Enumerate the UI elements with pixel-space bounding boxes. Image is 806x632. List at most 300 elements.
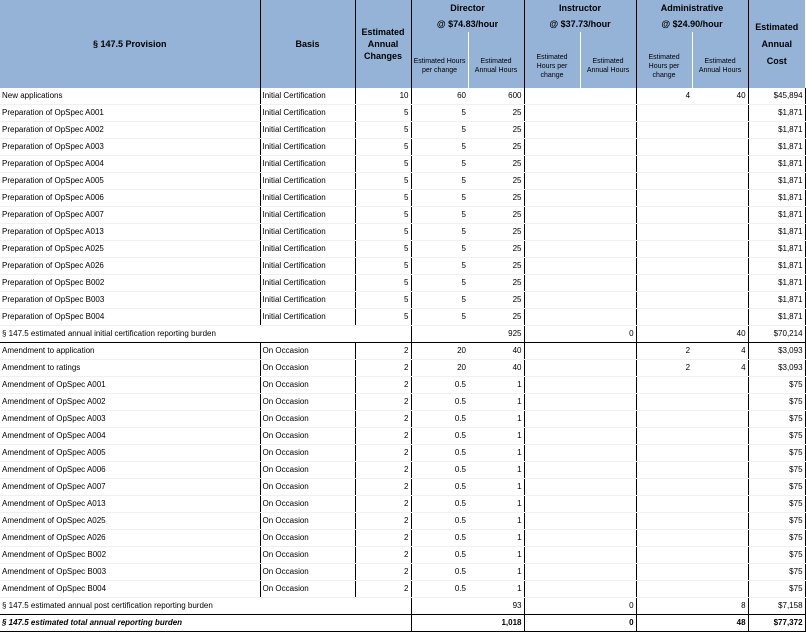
instructor-hours-per-change-cell <box>524 224 580 241</box>
director-annual-hours-cell: 93 <box>468 598 524 615</box>
administrative-hours-per-change-cell <box>636 479 692 496</box>
director-hours-per-change-cell: 5 <box>411 275 468 292</box>
administrative-hours-per-change-cell <box>636 513 692 530</box>
director-annual-hours-cell: 25 <box>468 173 524 190</box>
changes-cell: 2 <box>355 462 411 479</box>
cost-cell: $1,871 <box>748 275 805 292</box>
basis-cell: Initial Certification <box>260 309 355 326</box>
basis-cell: On Occasion <box>260 581 355 598</box>
provision-cell: Amendment of OpSpec A026 <box>0 530 260 547</box>
administrative-annual-hours-cell <box>692 139 748 156</box>
cost-cell: $75 <box>748 411 805 428</box>
changes-cell: 5 <box>355 156 411 173</box>
director-rate: @ $74.83/hour <box>411 16 524 32</box>
administrative-hours-per-change-cell: 2 <box>636 343 692 360</box>
instructor-annual-hours-cell <box>580 377 636 394</box>
cost-cell: $45,894 <box>748 88 805 105</box>
table-row <box>0 394 805 411</box>
basis-cell: Initial Certification <box>260 258 355 275</box>
instructor-annual-hours-cell <box>580 258 636 275</box>
changes-cell: 2 <box>355 530 411 547</box>
administrative-annual-hours-cell <box>692 105 748 122</box>
provision-cell: Amendment to ratings <box>0 360 260 377</box>
cost-cell: $1,871 <box>748 122 805 139</box>
administrative-annual-hours-cell <box>692 224 748 241</box>
administrative-annual-hours-cell: 40 <box>692 88 748 105</box>
changes-cell: 5 <box>355 292 411 309</box>
total-row-label: § 147.5 estimated total annual reporting burden <box>0 615 411 632</box>
administrative-annual-hours-cell <box>692 309 748 326</box>
changes-cell: 5 <box>355 190 411 207</box>
instructor-hours-per-change-cell <box>524 445 580 462</box>
table-row <box>0 292 805 309</box>
director-hours-per-change-cell: 0.5 <box>411 377 468 394</box>
table-row <box>0 105 805 122</box>
administrative-hours-per-change-cell <box>636 122 692 139</box>
instructor-annual-hours-cell <box>580 428 636 445</box>
changes-cell: 2 <box>355 394 411 411</box>
director-hours-per-change-cell <box>411 326 468 343</box>
provision-cell: Amendment of OpSpec A001 <box>0 377 260 394</box>
basis-cell: On Occasion <box>260 428 355 445</box>
director-annual-hours-cell: 1 <box>468 428 524 445</box>
administrative-annual-hours-cell: 48 <box>692 615 748 632</box>
table-row <box>0 581 805 598</box>
director-annual-hours-cell: 25 <box>468 207 524 224</box>
director-hours-per-change-cell: 0.5 <box>411 462 468 479</box>
instructor-hours-per-change-cell <box>524 462 580 479</box>
administrative-annual-hours-cell <box>692 462 748 479</box>
cost-cell: $75 <box>748 564 805 581</box>
basis-cell: Initial Certification <box>260 275 355 292</box>
basis-cell: Initial Certification <box>260 207 355 224</box>
changes-cell: 5 <box>355 122 411 139</box>
provision-cell: Amendment of OpSpec B003 <box>0 564 260 581</box>
administrative-hours-per-change-cell <box>636 547 692 564</box>
changes-cell: 2 <box>355 496 411 513</box>
provision-cell: Amendment of OpSpec A004 <box>0 428 260 445</box>
instructor-annual-hours-cell <box>580 581 636 598</box>
cost-cell: $70,214 <box>748 326 805 343</box>
instructor-annual-hours-cell <box>580 564 636 581</box>
table-row <box>0 207 805 224</box>
administrative-annual-hours-cell: 4 <box>692 343 748 360</box>
administrative-hours-per-change-cell: 2 <box>636 360 692 377</box>
director-annual-hours-cell: 1 <box>468 377 524 394</box>
table-row <box>0 190 805 207</box>
changes-cell: 2 <box>355 445 411 462</box>
director-hours-per-change-cell: 5 <box>411 241 468 258</box>
administrative-hours-per-change-cell <box>636 377 692 394</box>
administrative-annual-hours-cell <box>692 292 748 309</box>
changes-cell: 2 <box>355 513 411 530</box>
instructor-annual-hours-cell <box>580 411 636 428</box>
table-body <box>0 88 805 632</box>
administrative-annual-hours-cell <box>692 581 748 598</box>
instructor-hours-per-change-cell <box>524 530 580 547</box>
director-hours-per-change-cell: 5 <box>411 190 468 207</box>
instructor-annual-hours-cell <box>580 292 636 309</box>
basis-cell: Initial Certification <box>260 224 355 241</box>
table-row <box>0 309 805 326</box>
table-row <box>0 343 805 360</box>
provision-cell: Amendment of OpSpec A006 <box>0 462 260 479</box>
changes-header: Estimated Annual Changes <box>355 0 411 88</box>
cost-cell: $77,372 <box>748 615 805 632</box>
administrative-annual-hours-cell <box>692 122 748 139</box>
basis-cell: On Occasion <box>260 411 355 428</box>
instructor-hours-per-change-cell <box>524 275 580 292</box>
director-annual-hours-cell: 40 <box>468 343 524 360</box>
administrative-header: Administrative <box>636 0 748 16</box>
provision-cell: Preparation of OpSpec A025 <box>0 241 260 258</box>
table-row <box>0 496 805 513</box>
instructor-hours-per-change-cell <box>524 394 580 411</box>
director-hours-per-change-cell: 0.5 <box>411 445 468 462</box>
director-annual-hours-cell: 1 <box>468 479 524 496</box>
instructor-hours-per-change-cell <box>524 615 580 632</box>
administrative-hours-per-change-cell <box>636 292 692 309</box>
instructor-annual-hours-cell <box>580 479 636 496</box>
instructor-hours-per-change-cell <box>524 258 580 275</box>
basis-cell: On Occasion <box>260 394 355 411</box>
table-row <box>0 547 805 564</box>
provision-cell: Preparation of OpSpec A004 <box>0 156 260 173</box>
director-hours-per-change-cell: 5 <box>411 258 468 275</box>
administrative-hours-per-change-cell <box>636 530 692 547</box>
instructor-annual-hours-cell <box>580 207 636 224</box>
instructor-hours-per-change-cell <box>524 360 580 377</box>
administrative-hours-per-change-cell <box>636 173 692 190</box>
instructor-hours-per-change-cell <box>524 88 580 105</box>
provision-cell: Preparation of OpSpec B002 <box>0 275 260 292</box>
table-row <box>0 224 805 241</box>
administrative-hours-per-change-cell <box>636 224 692 241</box>
table-row <box>0 428 805 445</box>
instructor-hours-per-change-cell <box>524 547 580 564</box>
cost-cell: $3,093 <box>748 343 805 360</box>
cost-cell: $1,871 <box>748 207 805 224</box>
administrative-annual-hours-cell <box>692 173 748 190</box>
basis-cell: On Occasion <box>260 343 355 360</box>
basis-cell: Initial Certification <box>260 156 355 173</box>
cost-header: Estimated Annual Cost <box>748 0 805 88</box>
subtotal-initial-row <box>0 326 805 343</box>
changes-cell: 5 <box>355 207 411 224</box>
cost-cell: $75 <box>748 377 805 394</box>
administrative-hours-per-change-cell <box>636 598 692 615</box>
administrative-annual-hours-cell <box>692 241 748 258</box>
director-annual-hours-cell: 925 <box>468 326 524 343</box>
cost-cell: $75 <box>748 479 805 496</box>
administrative-hours-per-change-header: Estimated Hours per change <box>636 32 692 88</box>
table-row <box>0 445 805 462</box>
table-header <box>0 0 805 88</box>
instructor-annual-hours-cell <box>580 530 636 547</box>
instructor-hours-per-change-cell <box>524 496 580 513</box>
provision-cell: Preparation of OpSpec A001 <box>0 105 260 122</box>
basis-cell: On Occasion <box>260 564 355 581</box>
cost-cell: $1,871 <box>748 156 805 173</box>
director-hours-per-change-cell: 0.5 <box>411 530 468 547</box>
instructor-hours-per-change-cell <box>524 190 580 207</box>
administrative-hours-per-change-cell <box>636 326 692 343</box>
provision-cell: Preparation of OpSpec A005 <box>0 173 260 190</box>
instructor-hours-per-change-cell <box>524 411 580 428</box>
provision-cell: Preparation of OpSpec A007 <box>0 207 260 224</box>
director-annual-hours-cell: 1 <box>468 530 524 547</box>
administrative-hours-per-change-cell <box>636 496 692 513</box>
director-hours-per-change-cell: 5 <box>411 292 468 309</box>
director-annual-hours-cell: 1 <box>468 462 524 479</box>
basis-cell: Initial Certification <box>260 173 355 190</box>
director-hours-per-change-cell: 5 <box>411 122 468 139</box>
instructor-annual-hours-cell <box>580 190 636 207</box>
director-annual-hours-cell: 600 <box>468 88 524 105</box>
total-row <box>0 615 805 632</box>
director-hours-per-change-cell: 0.5 <box>411 411 468 428</box>
cost-cell: $1,871 <box>748 292 805 309</box>
instructor-annual-hours-cell <box>580 309 636 326</box>
administrative-hours-per-change-cell <box>636 564 692 581</box>
changes-cell: 5 <box>355 105 411 122</box>
administrative-annual-hours-cell <box>692 530 748 547</box>
provision-cell: Preparation of OpSpec A006 <box>0 190 260 207</box>
instructor-annual-hours-cell <box>580 88 636 105</box>
instructor-hours-per-change-cell <box>524 513 580 530</box>
administrative-hours-per-change-cell <box>636 445 692 462</box>
administrative-annual-hours-cell <box>692 207 748 224</box>
director-annual-hours-cell: 25 <box>468 105 524 122</box>
administrative-hours-per-change-cell <box>636 156 692 173</box>
instructor-annual-hours-cell: 0 <box>580 598 636 615</box>
cost-cell: $75 <box>748 581 805 598</box>
administrative-annual-hours-cell <box>692 156 748 173</box>
cost-cell: $1,871 <box>748 309 805 326</box>
director-annual-hours-cell: 25 <box>468 241 524 258</box>
basis-cell: On Occasion <box>260 530 355 547</box>
director-hours-per-change-cell: 5 <box>411 156 468 173</box>
table-row <box>0 360 805 377</box>
administrative-annual-hours-cell: 40 <box>692 326 748 343</box>
basis-header: Basis <box>260 0 355 88</box>
administrative-annual-hours-cell <box>692 275 748 292</box>
basis-cell: Initial Certification <box>260 88 355 105</box>
basis-cell: On Occasion <box>260 496 355 513</box>
changes-cell: 2 <box>355 360 411 377</box>
provision-cell: Amendment of OpSpec A007 <box>0 479 260 496</box>
director-hours-per-change-cell <box>411 598 468 615</box>
director-hours-per-change-header: Estimated Hours per change <box>411 32 468 88</box>
director-hours-per-change-cell: 0.5 <box>411 547 468 564</box>
basis-cell: Initial Certification <box>260 241 355 258</box>
table-row <box>0 139 805 156</box>
provision-cell: Amendment of OpSpec B002 <box>0 547 260 564</box>
basis-cell: Initial Certification <box>260 122 355 139</box>
instructor-hours-per-change-cell <box>524 156 580 173</box>
administrative-hours-per-change-cell <box>636 615 692 632</box>
administrative-annual-hours-cell <box>692 190 748 207</box>
cost-cell: $75 <box>748 496 805 513</box>
administrative-annual-hours-cell: 8 <box>692 598 748 615</box>
administrative-annual-hours-cell <box>692 428 748 445</box>
cost-cell: $75 <box>748 547 805 564</box>
instructor-annual-hours-cell <box>580 496 636 513</box>
instructor-annual-hours-cell <box>580 360 636 377</box>
instructor-annual-hours-cell: 0 <box>580 326 636 343</box>
table-row <box>0 173 805 190</box>
administrative-hours-per-change-cell <box>636 309 692 326</box>
changes-cell: 2 <box>355 564 411 581</box>
administrative-annual-hours-cell <box>692 377 748 394</box>
changes-cell: 5 <box>355 309 411 326</box>
director-hours-per-change-cell: 5 <box>411 224 468 241</box>
director-annual-hours-cell: 25 <box>468 258 524 275</box>
administrative-hours-per-change-cell <box>636 190 692 207</box>
instructor-annual-hours-cell <box>580 241 636 258</box>
director-annual-hours-cell: 1,018 <box>468 615 524 632</box>
provision-cell: Amendment of OpSpec A013 <box>0 496 260 513</box>
provision-cell: Amendment of OpSpec A002 <box>0 394 260 411</box>
cost-cell: $75 <box>748 530 805 547</box>
administrative-hours-per-change-cell <box>636 462 692 479</box>
table-row <box>0 122 805 139</box>
administrative-annual-hours-cell <box>692 564 748 581</box>
instructor-annual-hours-cell <box>580 513 636 530</box>
director-annual-hours-cell: 1 <box>468 581 524 598</box>
provision-cell: Amendment of OpSpec B004 <box>0 581 260 598</box>
changes-cell: 5 <box>355 241 411 258</box>
director-annual-hours-cell: 25 <box>468 139 524 156</box>
instructor-hours-per-change-cell <box>524 139 580 156</box>
director-hours-per-change-cell: 0.5 <box>411 564 468 581</box>
instructor-hours-per-change-cell <box>524 309 580 326</box>
administrative-hours-per-change-cell <box>636 207 692 224</box>
provision-cell: New applications <box>0 88 260 105</box>
cost-cell: $75 <box>748 445 805 462</box>
instructor-annual-hours-cell <box>580 547 636 564</box>
table-row <box>0 411 805 428</box>
cost-cell: $1,871 <box>748 224 805 241</box>
instructor-hours-per-change-cell <box>524 122 580 139</box>
cost-cell: $3,093 <box>748 360 805 377</box>
administrative-annual-hours-cell <box>692 496 748 513</box>
changes-cell: 2 <box>355 377 411 394</box>
administrative-hours-per-change-cell <box>636 241 692 258</box>
table-row <box>0 88 805 105</box>
director-hours-per-change-cell: 0.5 <box>411 513 468 530</box>
administrative-rate: @ $24.90/hour <box>636 16 748 32</box>
cost-cell: $75 <box>748 462 805 479</box>
changes-cell: 2 <box>355 581 411 598</box>
director-annual-hours-cell: 25 <box>468 292 524 309</box>
provision-cell: Preparation of OpSpec B003 <box>0 292 260 309</box>
table-row <box>0 241 805 258</box>
provision-cell: Preparation of OpSpec B004 <box>0 309 260 326</box>
table-row <box>0 479 805 496</box>
administrative-annual-hours-cell <box>692 513 748 530</box>
director-hours-per-change-cell: 60 <box>411 88 468 105</box>
instructor-hours-per-change-cell <box>524 241 580 258</box>
administrative-hours-per-change-cell <box>636 581 692 598</box>
instructor-annual-hours-cell <box>580 275 636 292</box>
director-hours-per-change-cell: 20 <box>411 360 468 377</box>
director-hours-per-change-cell: 0.5 <box>411 428 468 445</box>
director-hours-per-change-cell: 20 <box>411 343 468 360</box>
basis-cell: Initial Certification <box>260 190 355 207</box>
instructor-rate: @ $37.73/hour <box>524 16 636 32</box>
instructor-annual-hours-cell <box>580 224 636 241</box>
director-annual-hours-cell: 1 <box>468 445 524 462</box>
changes-cell: 10 <box>355 88 411 105</box>
director-annual-hours-cell: 25 <box>468 224 524 241</box>
cost-cell: $1,871 <box>748 173 805 190</box>
instructor-annual-hours-cell <box>580 173 636 190</box>
director-annual-hours-cell: 1 <box>468 496 524 513</box>
administrative-annual-hours-cell <box>692 479 748 496</box>
provision-cell: Amendment of OpSpec A005 <box>0 445 260 462</box>
instructor-hours-per-change-cell <box>524 326 580 343</box>
director-annual-hours-header: Estimated Annual Hours <box>468 32 524 88</box>
director-annual-hours-cell: 25 <box>468 156 524 173</box>
changes-cell: 2 <box>355 343 411 360</box>
instructor-hours-per-change-cell <box>524 479 580 496</box>
instructor-hours-per-change-cell <box>524 207 580 224</box>
provision-cell: Amendment to application <box>0 343 260 360</box>
cost-cell: $75 <box>748 513 805 530</box>
cost-cell: $1,871 <box>748 105 805 122</box>
table-row <box>0 156 805 173</box>
director-annual-hours-cell: 40 <box>468 360 524 377</box>
instructor-hours-per-change-cell <box>524 377 580 394</box>
director-annual-hours-cell: 1 <box>468 394 524 411</box>
director-hours-per-change-cell: 5 <box>411 139 468 156</box>
instructor-annual-hours-cell <box>580 105 636 122</box>
basis-cell: On Occasion <box>260 547 355 564</box>
instructor-hours-per-change-cell <box>524 581 580 598</box>
instructor-annual-hours-header: Estimated Annual Hours <box>580 32 636 88</box>
director-annual-hours-cell: 1 <box>468 411 524 428</box>
instructor-hours-per-change-cell <box>524 343 580 360</box>
table-row <box>0 258 805 275</box>
administrative-annual-hours-header: Estimated Annual Hours <box>692 32 748 88</box>
administrative-hours-per-change-cell <box>636 275 692 292</box>
subtotal-initial-row-label: § 147.5 estimated annual initial certification reporting burden <box>0 326 411 343</box>
provision-cell: Preparation of OpSpec A026 <box>0 258 260 275</box>
basis-cell: Initial Certification <box>260 292 355 309</box>
changes-cell: 5 <box>355 275 411 292</box>
administrative-hours-per-change-cell: 4 <box>636 88 692 105</box>
instructor-annual-hours-cell <box>580 394 636 411</box>
provision-cell: Preparation of OpSpec A002 <box>0 122 260 139</box>
table-row <box>0 564 805 581</box>
cost-cell: $1,871 <box>748 241 805 258</box>
administrative-annual-hours-cell: 4 <box>692 360 748 377</box>
changes-cell: 2 <box>355 479 411 496</box>
changes-cell: 5 <box>355 139 411 156</box>
instructor-header: Instructor <box>524 0 636 16</box>
provision-header: § 147.5 Provision <box>0 0 260 88</box>
table-row <box>0 462 805 479</box>
director-header: Director <box>411 0 524 16</box>
changes-cell: 2 <box>355 428 411 445</box>
instructor-annual-hours-cell: 0 <box>580 615 636 632</box>
subtotal-post-row-label: § 147.5 estimated annual post certification reporting burden <box>0 598 411 615</box>
administrative-annual-hours-cell <box>692 258 748 275</box>
director-hours-per-change-cell: 5 <box>411 105 468 122</box>
changes-cell: 5 <box>355 173 411 190</box>
cost-cell: $1,871 <box>748 139 805 156</box>
